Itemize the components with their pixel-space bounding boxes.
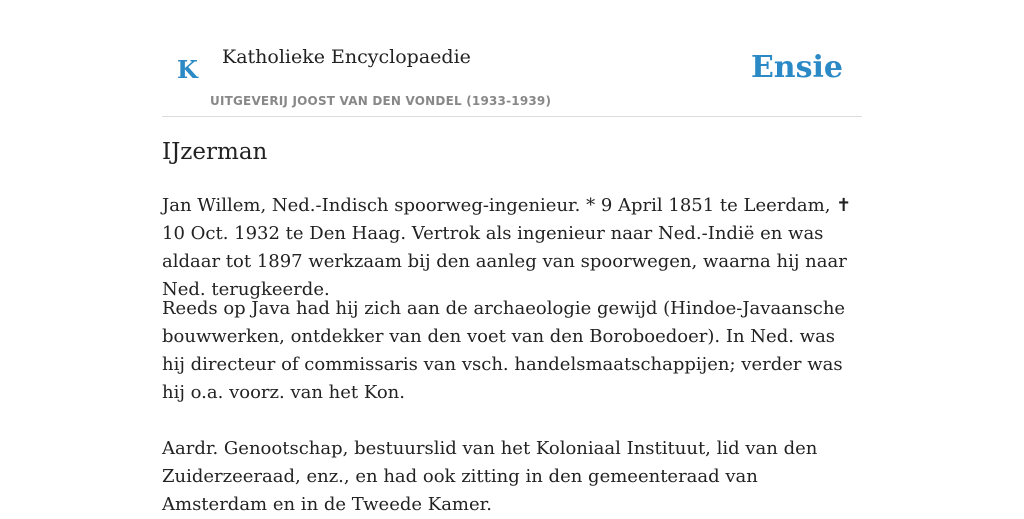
site-title[interactable]: Katholieke Encyclopaedie bbox=[222, 46, 471, 68]
site-header bbox=[162, 0, 862, 117]
ensie-brand-link[interactable]: Ensie bbox=[750, 50, 843, 85]
logo-k-icon[interactable]: K bbox=[177, 55, 198, 84]
article-paragraph: Jan Willem, Ned.-Indisch spoorweg-ingenieur. * 9 April 1851 te Leerdam, ✝ 10 Oct. 1932 te Den Haag. Vertrok als ingenieur naar Ned.-Indië en was aldaar tot 1897 werkzaam bij den aanleg van spoorwegen, waarna hij naar Ned. terugkeerde. bbox=[162, 195, 852, 300]
article-paragraph: Reeds op Java had hij zich aan de archaeologie gewijd (Hindoe-Javaansche bouwwerken, ontdekker van den voet van den Boroboedoer). In Ned. was hij directeur of commissaris van vsch. handelsmaatschappijen; verder was hij o.a. voorz. van het Kon. bbox=[162, 298, 846, 403]
article-paragraph: Aardr. Genootschap, bestuurslid van het Koloniaal Instituut, lid van den Zuiderzeeraad, enz., en had ook zitting in den gemeenteraad van Amsterdam en in de Tweede Kamer. bbox=[162, 438, 818, 515]
publisher-subtitle: UITGEVERIJ JOOST VAN DEN VONDEL (1933-1939) bbox=[210, 94, 552, 108]
page-container bbox=[162, 0, 862, 515]
article-title: IJzerman bbox=[162, 139, 268, 165]
